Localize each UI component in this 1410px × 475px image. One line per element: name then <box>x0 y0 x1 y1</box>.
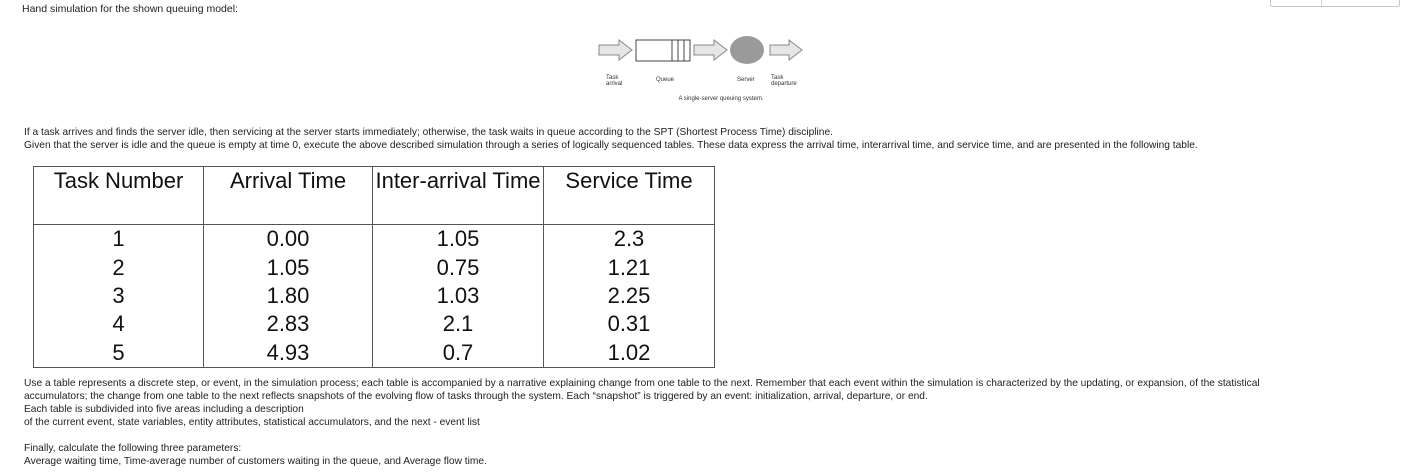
table-row <box>34 310 715 338</box>
final-text <box>24 442 487 468</box>
cell-service-time: 2.3 <box>544 225 715 254</box>
cell-service-time: 2.25 <box>544 282 715 310</box>
table-row <box>34 225 715 254</box>
page-heading: Hand simulation for the shown queuing model: <box>22 3 238 15</box>
task-arrival-label: Task arrival <box>606 75 623 87</box>
final-line-2: Average waiting time, Time-average number of customers waiting in the queue, and Average flow time. <box>24 456 487 467</box>
departure-arrow-icon <box>770 40 802 60</box>
task-departure-label: Task departure <box>771 75 797 87</box>
cell-arrival-time: 2.83 <box>204 310 373 338</box>
instructions-line-4: of the current event, state variables, entity attributes, statistical accumulators, and the next - event list <box>24 417 480 428</box>
table-row <box>34 339 715 368</box>
instructions-line-3: Each table is subdivided into five areas including a description <box>24 404 304 415</box>
header-task-number: Task Number <box>34 167 204 225</box>
instructions-line-1: Use a table represents a discrete step, or event, in the simulation process; each table is accompanied by a narrative explaining change from one table to the next. Remember that each event within the simulation is characterized by the updating, or expansion, of the statistical <box>24 378 1260 389</box>
table-header-row <box>34 167 715 225</box>
cell-inter-arrival-time: 0.7 <box>373 339 544 368</box>
cell-task-number: 4 <box>34 310 204 338</box>
cell-inter-arrival-time: 1.05 <box>373 225 544 254</box>
cell-task-number: 1 <box>34 225 204 254</box>
cell-task-number: 3 <box>34 282 204 310</box>
queue-label: Queue <box>656 77 675 83</box>
header-arrival-time: Arrival Time <box>204 167 373 225</box>
cell-task-number: 2 <box>34 253 204 281</box>
diagram-caption: A single-server queuing system. <box>678 96 764 102</box>
server-icon <box>730 36 764 64</box>
instructions-line-2: accumulators; the change from one table to the next reflects snapshots of the evolving flow of tasks through the system. Each “snapshot” is triggered by an event: initialization, arrival, departure, or end. <box>24 391 928 402</box>
cell-inter-arrival-time: 2.1 <box>373 310 544 338</box>
table-row <box>34 282 715 310</box>
queue-to-server-arrow-icon <box>694 40 727 60</box>
queue-box <box>636 40 690 61</box>
corner-widget <box>1270 0 1400 7</box>
header-service-time: Service Time <box>544 167 715 225</box>
arrival-arrow-icon <box>599 40 632 60</box>
cell-service-time: 1.21 <box>544 253 715 281</box>
cell-service-time: 1.02 <box>544 339 715 368</box>
intro-line-1: If a task arrives and finds the server idle, then servicing at the server starts immediately; otherwise, the task waits in queue according to the SPT (Shortest Process Time) discipline. <box>24 127 833 138</box>
cell-arrival-time: 0.00 <box>204 225 373 254</box>
cell-arrival-time: 1.05 <box>204 253 373 281</box>
server-label: Server <box>737 77 755 83</box>
cell-inter-arrival-time: 0.75 <box>373 253 544 281</box>
cell-inter-arrival-time: 1.03 <box>373 282 544 310</box>
cell-arrival-time: 1.80 <box>204 282 373 310</box>
instructions-text <box>24 377 1260 429</box>
queuing-diagram <box>590 34 820 106</box>
cell-arrival-time: 4.93 <box>204 339 373 368</box>
cell-task-number: 5 <box>34 339 204 368</box>
intro-text <box>24 126 1198 152</box>
cell-service-time: 0.31 <box>544 310 715 338</box>
final-line-1: Finally, calculate the following three parameters: <box>24 443 242 454</box>
intro-line-2: Given that the server is idle and the queue is empty at time 0, execute the above described simulation through a series of logically sequenced tables. These data express the arrival time, interarrival time, and service time, and are presented in the following table. <box>24 140 1198 151</box>
header-inter-arrival-time: Inter-arrival Time <box>373 167 544 225</box>
table-row <box>34 253 715 281</box>
data-table <box>33 166 715 368</box>
